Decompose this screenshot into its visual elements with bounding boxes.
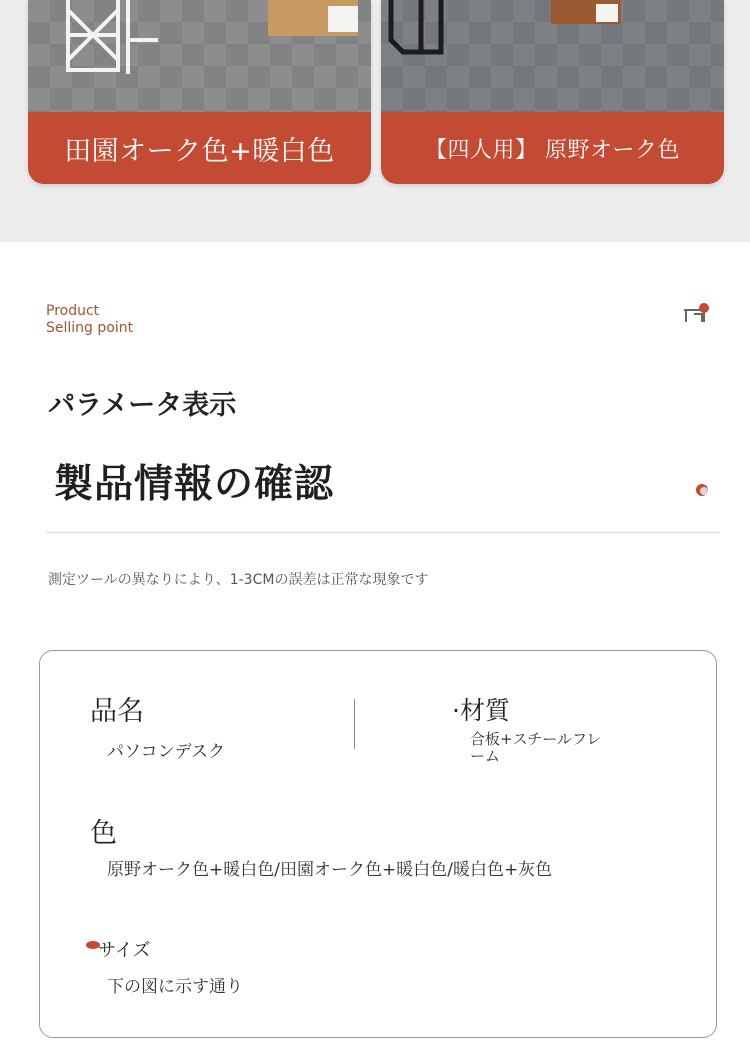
- desk-icon: [680, 300, 710, 326]
- option-caption: 田園オーク色+暖白色: [28, 112, 371, 184]
- section-divider: [46, 532, 720, 533]
- decorative-dot-icon: [694, 482, 710, 498]
- measurement-note: 測定ツールの異なりにより、1-3CMの誤差は正常な現象です: [48, 572, 429, 588]
- desk-frame-illustration: [28, 0, 371, 112]
- color-value: 原野オーク色+暖白色/田園オーク色+暖白色/暖白色+灰色: [107, 860, 553, 880]
- selling-point-line-2: Selling point: [46, 320, 134, 336]
- selling-point-line-1: Product: [46, 303, 100, 319]
- product-spec-box: [39, 650, 717, 1038]
- size-label: サイズ: [98, 940, 151, 961]
- material-label: ·材質: [452, 696, 510, 725]
- option-caption: 【四人用】 原野オーク色: [381, 112, 724, 184]
- product-photo: [381, 0, 724, 112]
- product-info-heading: 製品情報の確認: [54, 462, 335, 507]
- product-photo: [28, 0, 371, 112]
- desk-frame-illustration: [381, 0, 724, 112]
- name-label: 品名: [90, 696, 144, 727]
- option-card-four-person[interactable]: [381, 0, 724, 184]
- column-divider: [354, 699, 355, 749]
- parameter-title: パラメータ表示: [48, 390, 237, 421]
- option-card-field-oak[interactable]: [28, 0, 371, 184]
- selling-point-label: [46, 303, 133, 337]
- size-value: 下の図に示す通り: [107, 977, 243, 997]
- material-value: 合板+スチールフレーム: [470, 730, 602, 765]
- color-label: 色: [90, 818, 117, 849]
- name-value: パソコンデスク: [107, 742, 225, 762]
